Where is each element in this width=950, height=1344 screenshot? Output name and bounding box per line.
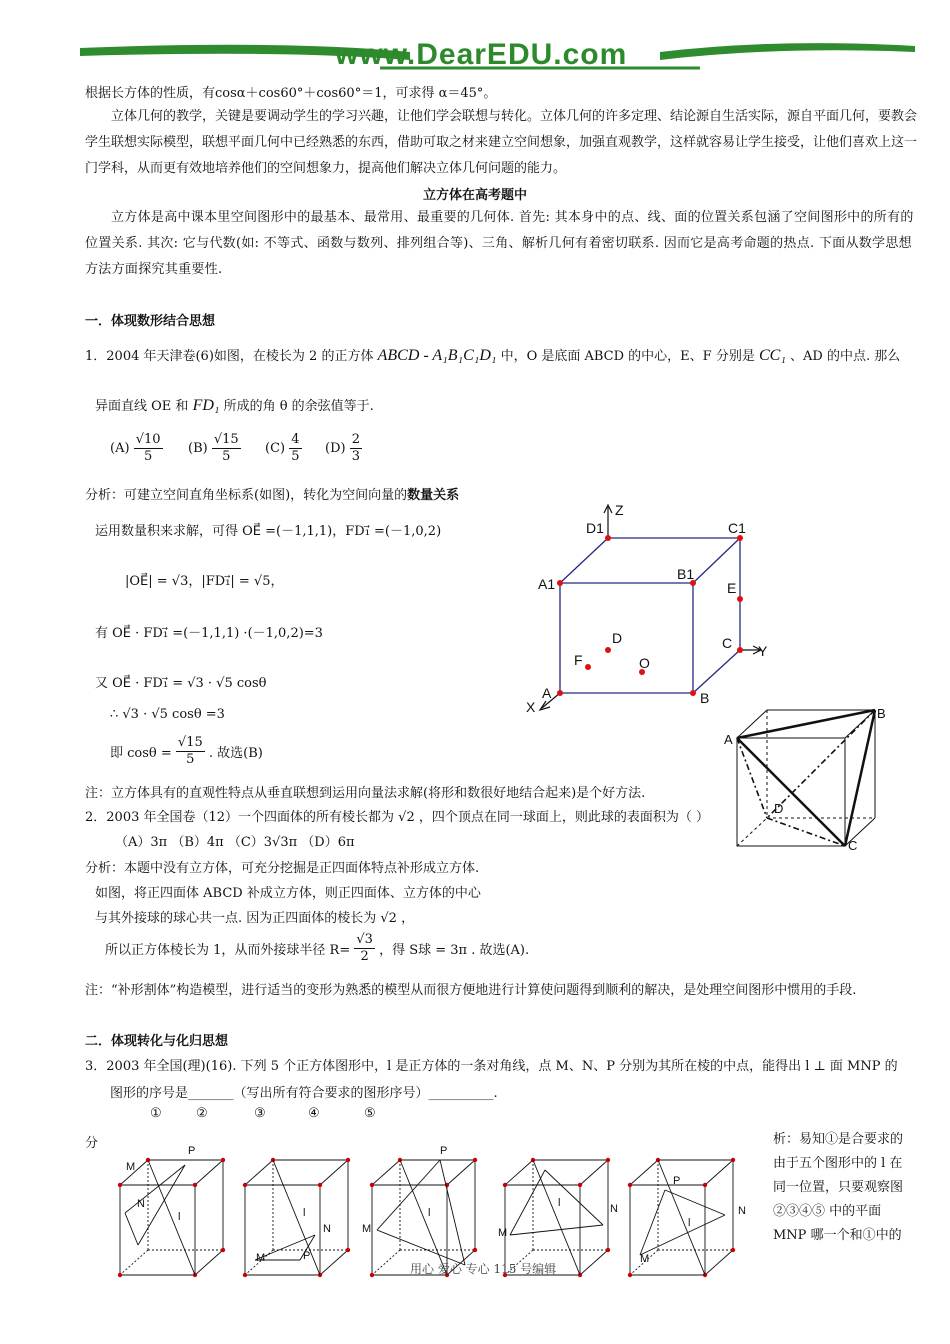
q1-step-3: 有 OE⃗ · FD₁⃗ =(－1,1,1) ·(－1,0,2)=3: [95, 626, 323, 641]
cube-vertex: [578, 1183, 582, 1187]
fig2-label-m: M: [256, 1252, 266, 1264]
q1-text-a: 1．2004 年天津卷(6)如图，在棱长为 2 的正方体: [85, 349, 374, 364]
fig5-label-m: M: [640, 1253, 650, 1265]
cube-edge: [125, 1213, 138, 1245]
cube-edge: [705, 1250, 733, 1275]
label-e: E: [727, 580, 737, 596]
cube-vertex: [221, 1248, 225, 1252]
point-f: [585, 664, 591, 670]
fig3-label-m: M: [362, 1223, 372, 1235]
cube-vertex: [370, 1183, 374, 1187]
fig2-label-n: N: [323, 1223, 331, 1235]
point-e: [737, 596, 743, 602]
q2-text: 2．2003 年全国卷（12）一个四面体的所有棱长都为 √2 ，四个顶点在同一球面上，则此球的表面积为（ ）: [85, 810, 709, 825]
cube-edge: [320, 1250, 348, 1275]
cube-edge: [120, 1250, 148, 1275]
cube-vertex: [346, 1158, 350, 1162]
label-c1: C1: [728, 520, 746, 536]
cube-edge: [580, 1160, 608, 1185]
cube-vertex: [318, 1183, 322, 1187]
fig2-label-l: l: [303, 1207, 306, 1219]
q2-line-2: 如图，将正四面体 ABCD 补成立方体，则正四面体、立方体的中心: [95, 886, 481, 901]
cube-vertex: [473, 1158, 477, 1162]
label-x: X: [526, 699, 536, 715]
fig2-label-p: P: [303, 1250, 311, 1262]
cube-vertex: [628, 1273, 632, 1277]
q1-line-2: [95, 395, 374, 415]
q3-left-char: 分: [85, 1136, 99, 1151]
tetrahedron-cube-figure: [722, 700, 892, 860]
q2-choices: （A）3π （B）4π （C）3√3π （D）6π: [115, 835, 355, 850]
cube-edge: [400, 1160, 447, 1275]
cube-edge: [372, 1250, 400, 1275]
tet-label-a: A: [724, 732, 733, 747]
cube-vertex: [731, 1248, 735, 1252]
cube-edge: [658, 1160, 705, 1275]
cube-edge: [377, 1160, 440, 1230]
q3-line-1: 3．2003 年全国(理)(16). 下列 5 个正方体图形中，l 是正方体的一条对角线，点 M、N、P 分别为其所在棱的中点，能得出 l ⊥ 面 MNP 的: [85, 1059, 898, 1074]
label-z: Z: [615, 502, 624, 518]
footer-text: 用心 爱心 专心 115 号编辑: [410, 1262, 557, 1276]
cube-edge: [148, 1160, 195, 1275]
fig3-label-p: P: [440, 1145, 448, 1157]
label-d: D: [612, 630, 623, 646]
point-c: [737, 647, 743, 653]
fig1-label-l: l: [178, 1211, 181, 1223]
q1-step-1: 运用数量积来求解，可得 OE⃗ =(－1,1,1)，FD₁⃗ =(－1,0,2): [95, 524, 442, 539]
label-c: C: [722, 635, 733, 651]
choice-c: (C) $\frac{4}{5}$: [265, 432, 300, 464]
cube-vertex: [606, 1158, 610, 1162]
q1-text-c: 、AD 的中点. 那么: [790, 349, 901, 364]
tet-label-b: B: [877, 706, 886, 721]
q1-step-6: 即 cosθ = $\frac{√15}{5}$ . 故选(B): [110, 735, 263, 767]
header-banner: [80, 30, 915, 80]
cube-coordinate-figure: [520, 495, 780, 720]
q1-line: [85, 345, 900, 365]
q1-text-b: 中，O 是底面 ABCD 的中心，E、F 分别是: [500, 349, 755, 364]
label-b: B: [700, 690, 710, 706]
cube-vertex: [118, 1273, 122, 1277]
q1-text-e: 所成的角 θ 的余弦值等于.: [223, 399, 374, 414]
part1-heading: 一．体现数形结合思想: [85, 314, 216, 329]
note-1: 注：立方体具有的直观性特点从垂直联想到运用向量法求解(将形和数很好地结合起来)是个好方法.: [85, 786, 646, 801]
intro-line-1: 根据长方体的性质，有cosα＋cos60°＋cos60°＝1，可求得 α＝45°。: [85, 86, 497, 101]
cube-vertex: [346, 1248, 350, 1252]
cube-edge: [273, 1160, 320, 1275]
header-logo-text: www.DearEDU.com: [335, 38, 628, 71]
intro-paragraph-2: 立体几何的教学，关键是要调动学生的学习兴趣，让他们学会联想与转化。立体几何的许多定理、结论源自生活实际，源自平面几何，要教会学生联想实际模型，联想平面几何中已经熟悉的东西，借助可取之材来建立空间想象，加强直观教学，这样就容易让学生接受，让他们喜欢上这一门学科，从而更有效地培养他们的空间想象力，提高他们解决立体几何问题的能力。: [85, 109, 918, 176]
label-o: O: [639, 655, 650, 671]
fig4-label-n: N: [610, 1203, 618, 1215]
point-b: [690, 690, 696, 696]
label-y: Y: [758, 643, 768, 659]
fig1-label-m: M: [126, 1161, 136, 1173]
point-a1: [557, 580, 563, 586]
q1-step-2: |OE⃗| = √3，|FD₁⃗| = √5，: [125, 574, 284, 589]
cube-vertex: [503, 1183, 507, 1187]
cube-edge: [705, 1160, 733, 1185]
cube-edge: [505, 1160, 533, 1185]
tet-label-c: C: [848, 838, 858, 853]
point-d: [605, 647, 611, 653]
fig5-label-l: l: [688, 1217, 691, 1229]
part2-heading: 二．体现转化与化归思想: [85, 1034, 229, 1049]
q2-line-3: 与其外接球的球心共一点. 因为正四面体的棱长为 √2 ，: [95, 911, 415, 926]
q1-choices: [110, 432, 530, 478]
cube-edge: [245, 1160, 273, 1185]
cube-vertex: [473, 1248, 477, 1252]
tet-label-d: D: [774, 801, 784, 816]
label-d1: D1: [586, 520, 604, 536]
q3-right-text: 析：易知①是合要求的 由于五个图形中的 l 在 同一位置，只要观察图 ②③④⑤ 中的平面 MNP 哪一个和①中的: [773, 1132, 904, 1243]
q3-figure-numbers: ① ② ③ ④ ⑤: [150, 1106, 376, 1121]
cube-vertex: [243, 1273, 247, 1277]
cube-edge: [545, 1170, 603, 1225]
cube-edge: [320, 1160, 348, 1185]
section-intro: 立方体是高中课本里空间图形中的最基本、最常用、最重要的几何体. 首先: 其本身中的点、线、面的位置关系包涵了空间图形中的所有的位置关系. 其次: 它与代数(如: 不等式、函数与数列、排列组合等)、三角、解析几何有着密切联系. 因而它是高考命题的热点. 下面从数学思想方法方面探究其重要性.: [85, 210, 914, 277]
cube-vertex: [221, 1158, 225, 1162]
cube-edge: [510, 1225, 603, 1235]
q1-step-4: 又 OE⃗ · FD₁⃗ = √3 · √5 cosθ: [95, 676, 267, 691]
cube-edge: [665, 1190, 725, 1215]
q1-step-5: ∴ √3 · √5 cosθ =3: [110, 707, 225, 722]
section-title: 立方体在高考题中: [422, 188, 527, 203]
cube-edge: [195, 1160, 223, 1185]
cube-edge: [372, 1160, 400, 1185]
cube-vertex: [118, 1183, 122, 1187]
point-d1: [605, 535, 611, 541]
cube-edge: [447, 1160, 475, 1185]
q1-text-d: 异面直线 OE 和: [95, 399, 189, 414]
cube-edge: [195, 1250, 223, 1275]
q3-line-2: 图形的序号是_______（写出所有符合要求的图形序号）__________.: [110, 1086, 498, 1101]
fig4-label-m: M: [498, 1227, 508, 1239]
cube-vertex: [703, 1183, 707, 1187]
cube-edge: [533, 1160, 580, 1275]
label-a1: A1: [538, 576, 556, 592]
fig4-label-l: l: [558, 1197, 561, 1209]
label-b1: B1: [677, 566, 695, 582]
cube-edge: [510, 1170, 545, 1235]
cube-vertex: [628, 1183, 632, 1187]
cube-edge: [580, 1250, 608, 1275]
cube-vertex: [243, 1183, 247, 1187]
choice-b: (B) $\frac{√15}{5}$: [188, 432, 239, 464]
q1-cc1: CC₁: [758, 347, 786, 364]
choice-d: (D) $\frac{2}{3}$: [325, 432, 360, 464]
cube-edge: [440, 1160, 465, 1265]
point-a: [557, 690, 563, 696]
cube-vertex: [731, 1158, 735, 1162]
cube-vertex: [606, 1248, 610, 1252]
q2-line-4: 所以正方体棱长为 1，从而外接球半径 R= $\frac{√3}{2}$ ，得 S球 = 3π . 故选(A).: [105, 932, 530, 964]
fig1-label-n: N: [137, 1198, 145, 1210]
choice-a: (A) $\frac{√10}{5}$: [110, 432, 161, 464]
q1-cube-name: ABCD - A₁B₁C₁D₁: [377, 347, 497, 364]
q1-analysis: 分析：可建立空间直角坐标系(如图)，转化为空间向量的数量关系: [85, 488, 460, 503]
cube-vertex: [193, 1183, 197, 1187]
fig1-label-p: P: [188, 1145, 196, 1157]
cube-vertex: [370, 1273, 374, 1277]
q2-analysis: 分析：本题中没有立方体，可充分挖掘是正四面体特点补形成立方体.: [85, 861, 480, 876]
fig5-label-n: N: [738, 1205, 746, 1217]
q1-fd1: FD₁: [192, 397, 220, 414]
fig5-label-p: P: [673, 1175, 681, 1187]
fig3-label-l: l: [428, 1207, 431, 1219]
label-f: F: [574, 652, 583, 668]
cube-edge: [630, 1160, 658, 1185]
note-2: 注：“补形割体”构造模型，进行适当的变形为熟悉的模型从而很方便地进行计算使问题得到顺利的解决，是处理空间图形中惯用的手段.: [85, 983, 857, 998]
label-a: A: [542, 685, 552, 701]
